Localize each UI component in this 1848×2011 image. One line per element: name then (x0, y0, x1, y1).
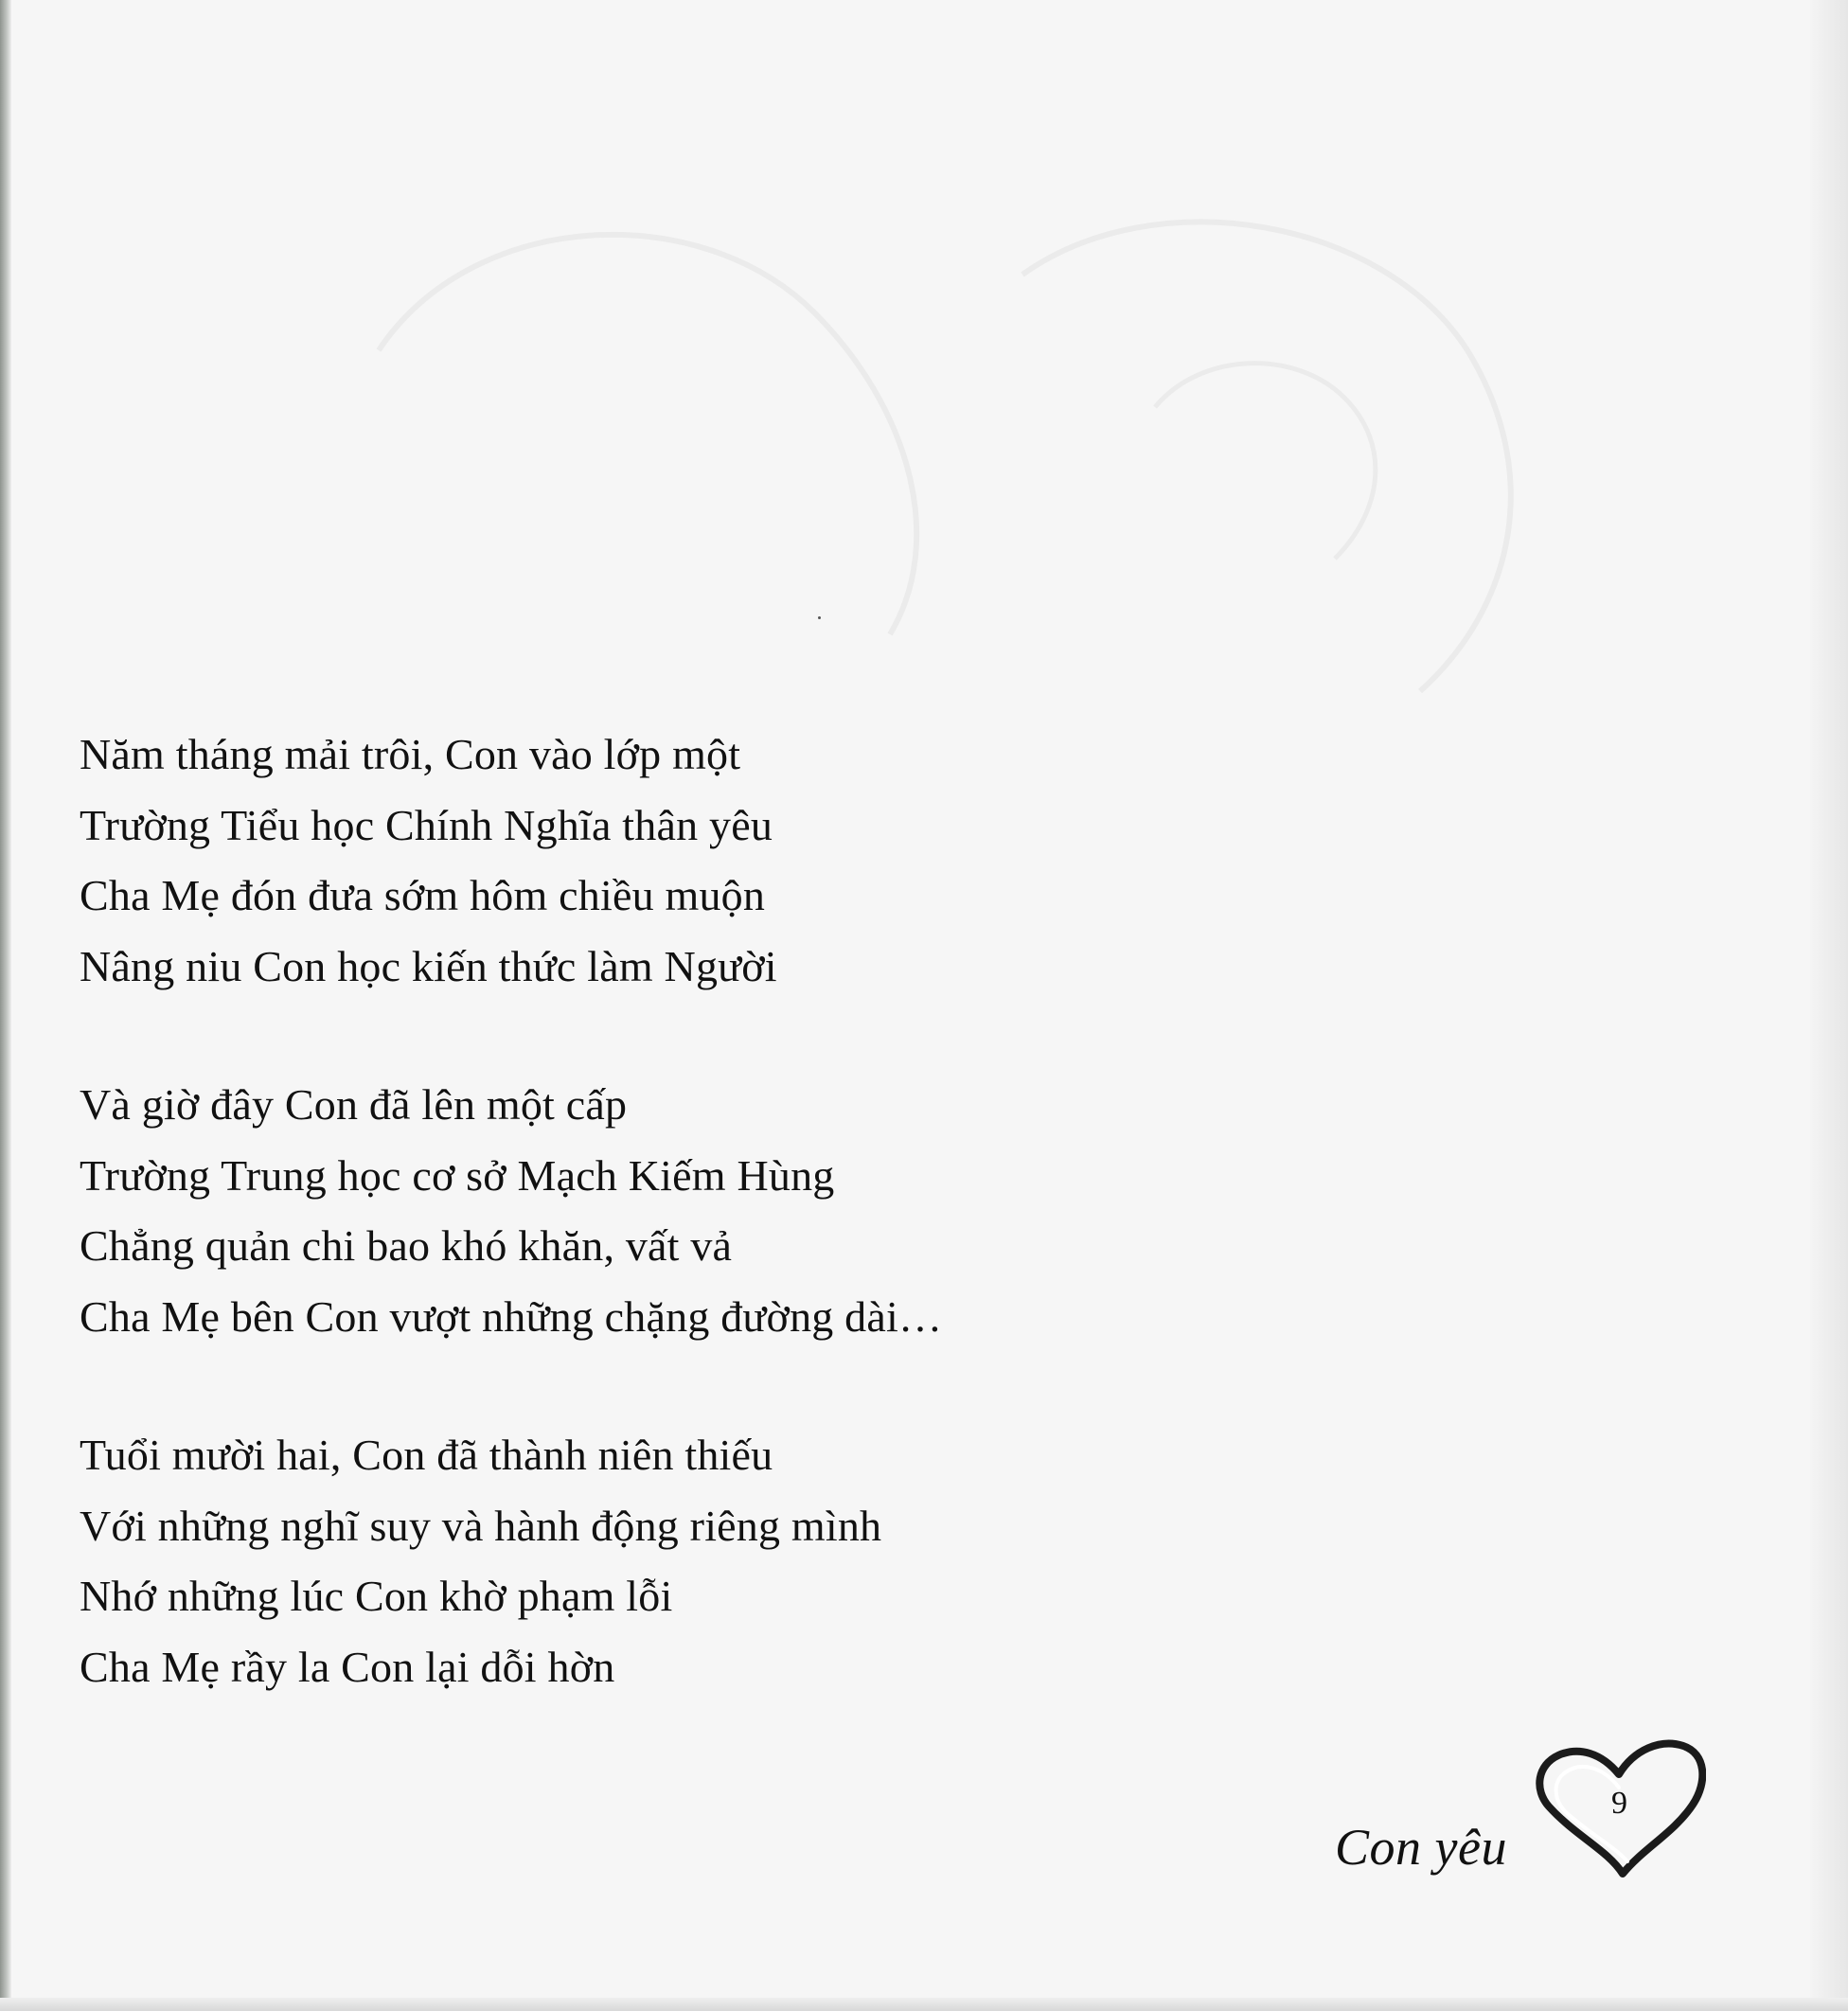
page-number: 9 (1611, 1786, 1627, 1821)
stanza-2 (80, 1070, 1121, 1352)
poem-line: Năm tháng mải trôi, Con vào lớp một (80, 730, 741, 778)
poem-line: Cha Mẹ bên Con vượt những chặng đường dài… (80, 1291, 943, 1341)
poem-line: Cha Mẹ rầy la Con lại dỗi hờn (80, 1642, 615, 1691)
stanza-1 (80, 720, 1121, 1002)
poem-line: Nhớ những lúc Con khờ phạm lỗi (80, 1572, 673, 1620)
poem-line: Trường Trung học cơ sở Mạch Kiếm Hùng (80, 1150, 835, 1200)
poem-line: Chẳng quản chi bao khó khăn, vất vả (80, 1221, 733, 1270)
footer-title: Con yêu (1335, 1819, 1507, 1876)
poem-line: Cha Mẹ đón đưa sớm hôm chiều muộn (80, 871, 766, 919)
poem-line: Với những nghĩ suy và hành động riêng mình (80, 1501, 882, 1550)
print-speck (818, 616, 821, 619)
bottom-edge (0, 1998, 1848, 2011)
faint-background-illustration (227, 142, 1647, 729)
page-edge-shadow (1810, 0, 1848, 2011)
poem-line: Nâng niu Con học kiến thức làm Người (80, 941, 777, 990)
stanza-3 (80, 1420, 1121, 1702)
poem-line: Trường Tiểu học Chính Nghĩa thân yêu (80, 800, 773, 849)
heart-page-number-badge (1532, 1736, 1706, 1878)
poem (80, 720, 1121, 1771)
poem-line: Tuổi mười hai, Con đã thành niên thiếu (80, 1431, 773, 1479)
poem-line: Và giờ đây Con đã lên một cấp (80, 1080, 628, 1129)
binding-edge (0, 0, 11, 2011)
